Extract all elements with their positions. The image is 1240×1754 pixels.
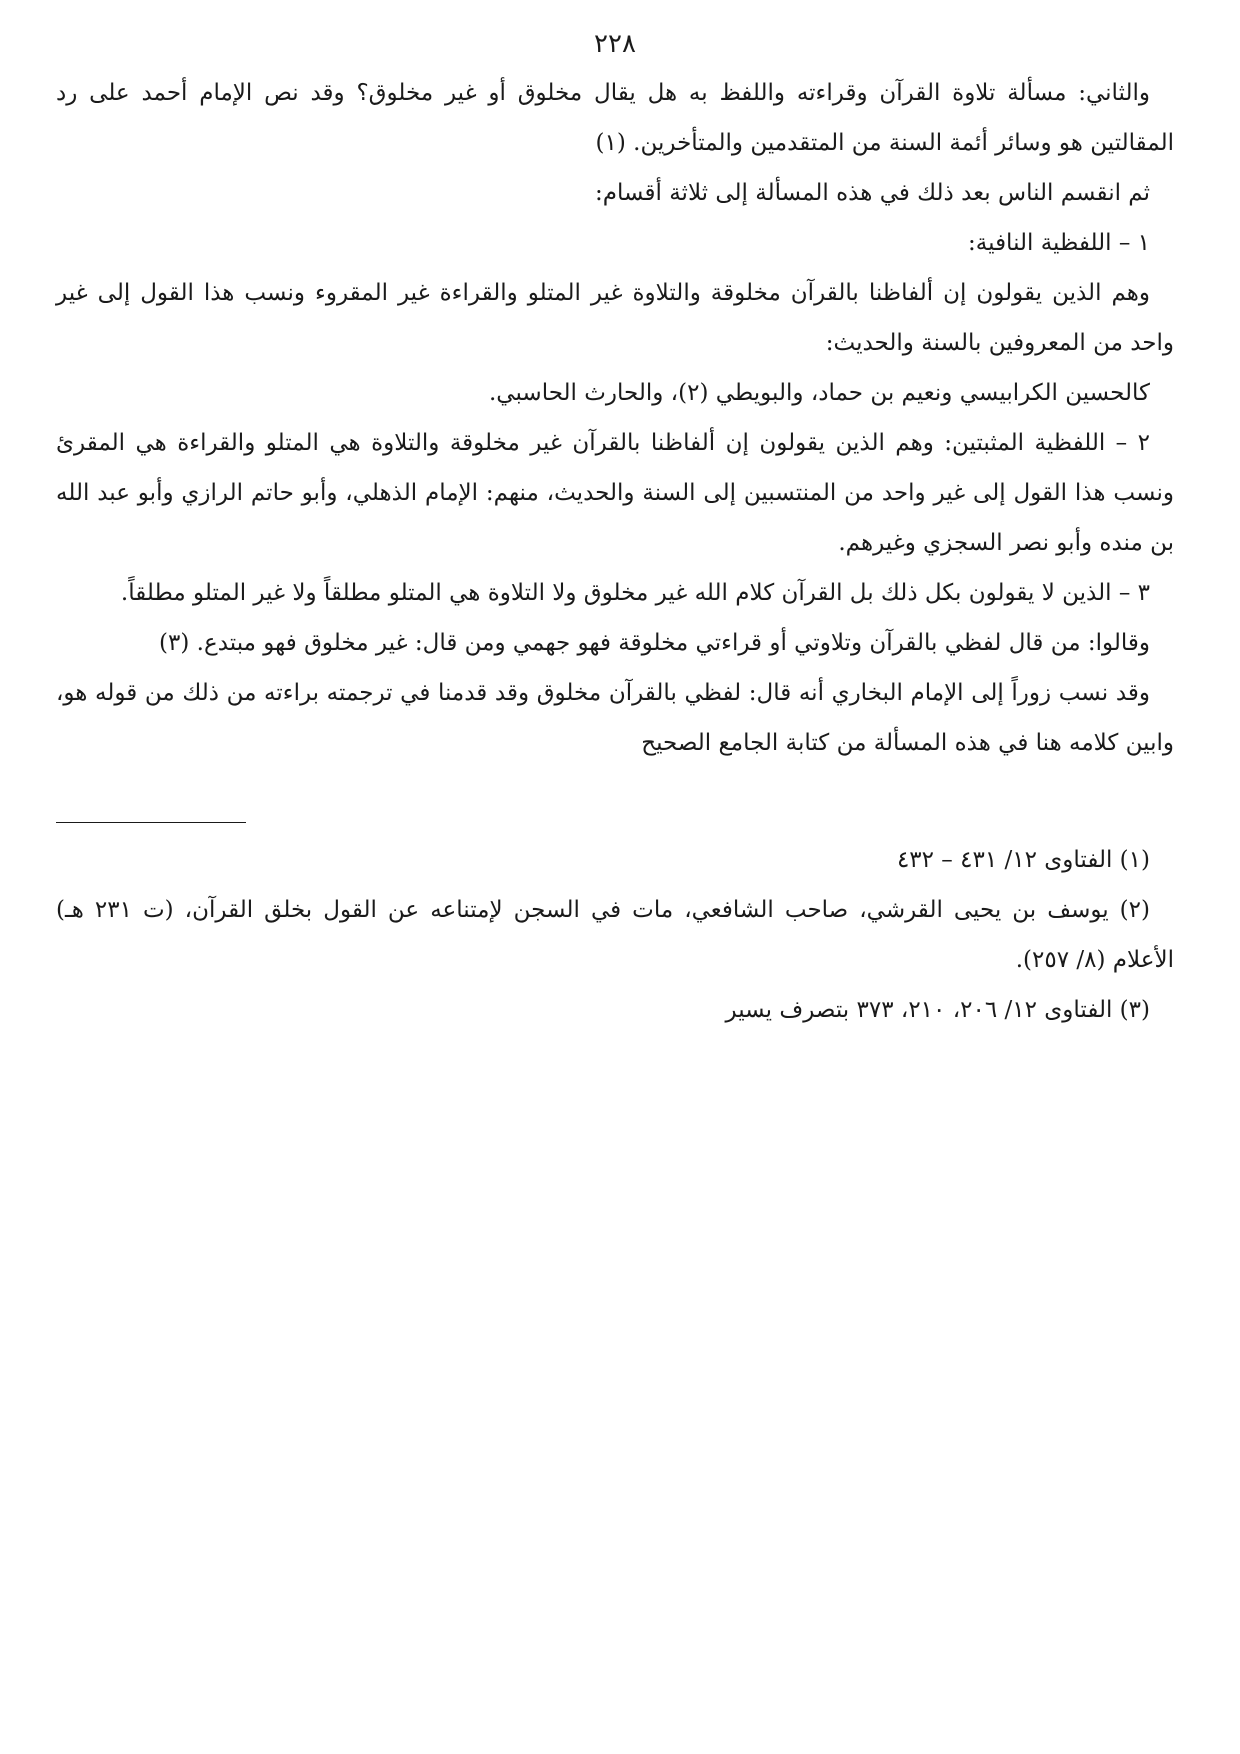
footnote-separator — [56, 822, 246, 823]
paragraph: ثم انقسم الناس بعد ذلك في هذه المسألة إلى ثلاثة أقسام: — [595, 180, 1150, 206]
paragraph: وهم الذين يقولون إن ألفاظنا بالقرآن مخلوقة والتلاوة غير المتلو والقراءة غير المقروء ونسب هذا القول إلى غير واحد من المعروفين بالسنة والحديث: — [56, 280, 1174, 356]
document-page — [56, 24, 1174, 1035]
paragraph: والثاني: مسألة تلاوة القرآن وقراءته واللفظ به هل يقال مخلوق أو غير مخلوق؟ وقد نص الإمام أحمد على رد المقالتين هو وسائر أئمة السنة من المتقدمين والمتأخرين. (١) — [56, 80, 1174, 156]
body-text — [56, 68, 1174, 768]
paragraph: كالحسين الكرابيسي ونعيم بن حماد، والبويطي (٢)، والحارث الحاسبي. — [489, 380, 1150, 406]
page-number: ٢٢٨ — [594, 29, 636, 59]
paragraph: وقالوا: من قال لفظي بالقرآن وتلاوتي أو قراءتي مخلوقة فهو جهمي ومن قال: غير مخلوق فهو مبتدع. (٣) — [159, 630, 1150, 656]
paragraph: ٣ – الذين لا يقولون بكل ذلك بل القرآن كلام الله غير مخلوق ولا التلاوة هي المتلو مطلقاً ولا غير المتلو مطلقاً. — [120, 580, 1150, 606]
paragraph: ٢ – اللفظية المثبتين: وهم الذين يقولون إن ألفاظنا بالقرآن غير مخلوقة والتلاوة هي المتلو والقراءة هي المقرئ ونسب هذا القول إلى غير واحد من المنتسبين إلى السنة والحديث، منهم: الإمام الذهلي، وأبو حاتم الرازي وأبو عبد الله بن منده وأبو نصر السجزي وغيرهم. — [56, 430, 1174, 556]
footnotes — [56, 835, 1174, 1035]
section-heading: ١ – اللفظية النافية: — [968, 230, 1150, 256]
paragraph: وقد نسب زوراً إلى الإمام البخاري أنه قال: لفظي بالقرآن مخلوق وقد قدمنا في ترجمته براءته من ذلك من قوله هو، وابين كلامه هنا في هذه المسألة من كتابة الجامع الصحيح — [56, 680, 1174, 756]
footnote: (٢) يوسف بن يحيى القرشي، صاحب الشافعي، مات في السجن لإمتناعه عن القول بخلق القرآن، (ت ٢٣١ هـ) الأعلام (٨/ ٢٥٧). — [56, 897, 1174, 973]
footnote: (٣) الفتاوى ١٢/ ٢٠٦، ٢١٠، ٣٧٣ بتصرف يسير — [725, 997, 1150, 1023]
footnote: (١) الفتاوى ١٢/ ٤٣١ – ٤٣٢ — [896, 847, 1150, 873]
